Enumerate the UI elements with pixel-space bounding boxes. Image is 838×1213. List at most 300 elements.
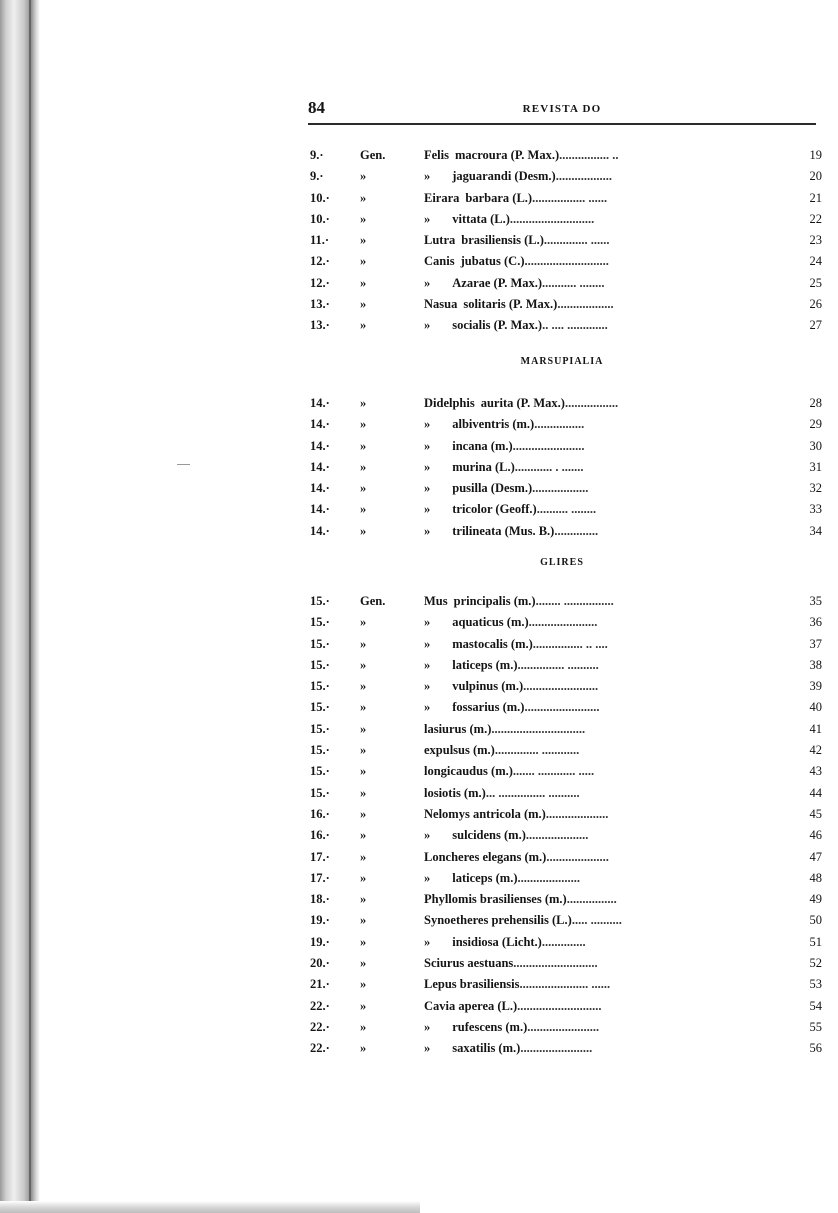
entry-number: 31 — [809, 459, 822, 474]
genus-marker: » — [360, 870, 367, 885]
list-row — [310, 889, 822, 910]
list-row — [310, 230, 822, 251]
species-epithet: trilineata (Mus. B.) — [452, 523, 555, 538]
taxon-name — [424, 847, 609, 868]
leader-dots: ........................... — [524, 254, 609, 269]
taxon-name — [424, 393, 618, 414]
taxon-name — [424, 655, 599, 676]
taxon-part: Didelphis — [424, 396, 475, 410]
entry-index: 15.· — [310, 636, 330, 651]
list-row — [310, 393, 822, 414]
genus-marker: Gen. — [360, 148, 386, 162]
genus-marker: » — [360, 913, 367, 928]
entry-index: 14.· — [310, 438, 330, 453]
species-epithet: incana (m.) — [452, 438, 513, 453]
entry-index: 14.· — [310, 523, 330, 538]
genus-marker: » — [360, 481, 367, 496]
list-row — [310, 1038, 822, 1059]
taxon-part: » — [424, 657, 431, 672]
taxon-part: Lepus brasiliensis — [424, 977, 520, 992]
list-row — [310, 804, 822, 825]
taxon-part: » — [424, 211, 431, 226]
section-title-marsupialia: MARSUPIALIA — [520, 356, 604, 367]
taxon-name — [424, 804, 608, 825]
leader-dots: ................ .. .... — [532, 636, 608, 651]
entry-index: 15.· — [310, 785, 330, 800]
entry-number: 49 — [809, 892, 822, 907]
leader-dots: ........ ................ — [535, 594, 614, 608]
entry-number: 23 — [809, 233, 822, 248]
list-row — [310, 414, 822, 435]
entry-index: 13.· — [310, 318, 330, 333]
taxon-part: » — [424, 934, 431, 949]
genus-marker: » — [360, 502, 367, 517]
taxon-name — [424, 230, 610, 251]
entry-number: 42 — [809, 743, 822, 758]
list-row — [310, 655, 822, 676]
leader-dots: ........................... — [513, 956, 598, 971]
leader-dots: ................ — [566, 892, 617, 907]
genus-marker: » — [360, 998, 367, 1013]
genus-marker: » — [360, 523, 367, 538]
genus-marker: » — [360, 233, 367, 248]
species-epithet: principalis (m.) — [453, 594, 536, 608]
list-row — [310, 315, 822, 336]
leader-dots: .. .... ............. — [542, 318, 608, 333]
list-row — [310, 697, 822, 718]
species-epithet: socialis (P. Max.) — [452, 318, 543, 333]
genus-marker: » — [360, 721, 367, 736]
leader-dots: ................ .. — [559, 148, 619, 162]
taxon-name — [424, 591, 614, 612]
entry-number: 27 — [809, 318, 822, 333]
entry-index: 22.· — [310, 1041, 330, 1056]
taxon-name — [424, 436, 585, 457]
taxon-name — [424, 932, 586, 953]
section-title-glires: GLIRES — [540, 557, 584, 568]
taxon-name — [424, 761, 594, 782]
entry-index: 15.· — [310, 743, 330, 758]
taxon-name — [424, 697, 599, 718]
list-row — [310, 953, 822, 974]
leader-dots: ...................... ...... — [519, 977, 611, 992]
list-row — [310, 825, 822, 846]
entry-index: 16.· — [310, 828, 330, 843]
list-row — [310, 294, 822, 315]
page-header — [308, 98, 816, 118]
genus-marker: » — [360, 956, 367, 971]
entry-number: 20 — [809, 169, 822, 184]
gutter-line — [29, 0, 31, 1213]
taxon-name — [424, 273, 605, 294]
species-list-glires — [310, 591, 822, 1060]
species-epithet: jubatus (C.) — [460, 254, 525, 269]
entry-index: 21.· — [310, 977, 330, 992]
leader-dots: ....................... — [512, 438, 585, 453]
leader-dots: ...................... — [528, 615, 598, 630]
header-rule — [308, 123, 816, 125]
entry-index: 14.· — [310, 481, 330, 496]
species-epithet: murina (L.) — [452, 459, 515, 474]
entry-number: 55 — [809, 1019, 822, 1034]
leader-dots: ............... .......... — [517, 657, 599, 672]
genus-marker: » — [360, 1041, 367, 1056]
taxon-part: » — [424, 828, 431, 843]
entry-number: 52 — [809, 956, 822, 971]
entry-index: 15.· — [310, 721, 330, 736]
genus-marker: » — [360, 615, 367, 630]
taxon-part: » — [424, 481, 431, 496]
taxon-part: losiotis (m.) — [424, 785, 486, 800]
species-epithet: barbara (L.) — [465, 190, 533, 205]
leader-dots: .................. — [555, 169, 612, 184]
species-epithet: Azarae (P. Max.) — [452, 275, 543, 290]
species-epithet: fossarius (m.) — [452, 700, 525, 715]
entry-number: 36 — [809, 615, 822, 630]
species-epithet: aurita (P. Max.) — [480, 396, 565, 410]
entry-number: 22 — [809, 211, 822, 226]
list-row — [310, 521, 822, 542]
entry-index: 15.· — [310, 700, 330, 715]
list-row — [310, 740, 822, 761]
taxon-part: Synoetheres prehensilis (L.) — [424, 913, 572, 928]
genus-marker: » — [360, 275, 367, 290]
genus-marker: » — [360, 636, 367, 651]
species-epithet: albiventris (m.) — [452, 417, 535, 432]
taxon-part: Lutra — [424, 233, 456, 248]
leader-dots: .......... ........ — [536, 502, 597, 517]
taxon-part: » — [424, 459, 431, 474]
entry-number: 32 — [809, 481, 822, 496]
entry-number: 48 — [809, 870, 822, 885]
species-epithet: mastocalis (m.) — [452, 636, 533, 651]
genus-marker: » — [360, 806, 367, 821]
genus-marker: » — [360, 977, 367, 992]
stray-mark — [177, 464, 190, 465]
entry-index: 9.· — [310, 148, 324, 162]
taxon-name — [424, 825, 588, 846]
entry-index: 15.· — [310, 764, 330, 779]
list-row — [310, 436, 822, 457]
genus-marker: » — [360, 785, 367, 800]
taxon-part: » — [424, 417, 431, 432]
taxon-part: Felis — [424, 148, 449, 162]
taxon-part: » — [424, 1019, 431, 1034]
list-row — [310, 719, 822, 740]
taxon-part: Nasua — [424, 297, 458, 312]
entry-index: 12.· — [310, 275, 330, 290]
taxon-part: » — [424, 523, 431, 538]
genus-marker: » — [360, 297, 367, 312]
list-row — [310, 145, 822, 166]
genus-marker: » — [360, 190, 367, 205]
taxon-part: » — [424, 169, 431, 184]
taxon-part: Cavia aperea (L.) — [424, 998, 518, 1013]
genus-marker: » — [360, 849, 367, 864]
genus-marker: » — [360, 318, 367, 333]
entry-number: 26 — [809, 297, 822, 312]
list-row — [310, 634, 822, 655]
taxon-name — [424, 676, 598, 697]
taxon-name — [424, 953, 598, 974]
taxon-part: longicaudus (m.) — [424, 764, 513, 779]
entry-index: 15.· — [310, 657, 330, 672]
taxon-name — [424, 457, 584, 478]
taxon-name — [424, 315, 608, 336]
leader-dots: .................. — [557, 297, 614, 312]
taxon-part: expulsus (m.) — [424, 743, 495, 758]
leader-dots: ........................ — [524, 700, 600, 715]
list-row — [310, 847, 822, 868]
running-title: REVISTA DO — [522, 103, 602, 115]
leader-dots: .............. — [541, 934, 586, 949]
taxon-part: » — [424, 438, 431, 453]
leader-dots: .............. — [554, 523, 599, 538]
taxon-name — [424, 478, 588, 499]
page-bottom-edge — [0, 1201, 420, 1213]
taxon-part: » — [424, 502, 431, 517]
genus-marker: » — [360, 211, 367, 226]
taxon-name — [424, 521, 598, 542]
species-epithet: sulcidens (m.) — [452, 828, 526, 843]
list-row — [310, 910, 822, 931]
entry-number: 40 — [809, 700, 822, 715]
taxon-part: » — [424, 615, 431, 630]
entry-index: 13.· — [310, 297, 330, 312]
genus-marker: » — [360, 459, 367, 474]
genus-marker: » — [360, 679, 367, 694]
entry-index: 10.· — [310, 190, 330, 205]
genus-marker: » — [360, 396, 367, 410]
entry-index: 22.· — [310, 998, 330, 1013]
leader-dots: .............. ............ — [494, 743, 580, 758]
list-row — [310, 188, 822, 209]
leader-dots: .................... — [517, 870, 581, 885]
genus-marker: » — [360, 657, 367, 672]
taxon-part: » — [424, 275, 431, 290]
taxon-name — [424, 974, 610, 995]
entry-index: 15.· — [310, 594, 330, 608]
taxon-name — [424, 414, 584, 435]
leader-dots: ................ — [534, 417, 585, 432]
entry-index: 11.· — [310, 233, 330, 248]
leader-dots: ....................... — [527, 1019, 600, 1034]
species-epithet: jaguarandi (Desm.) — [452, 169, 556, 184]
species-epithet: tricolor (Geoff.) — [452, 502, 537, 517]
entry-number: 39 — [809, 679, 822, 694]
list-row — [310, 932, 822, 953]
genus-marker: » — [360, 934, 367, 949]
list-row — [310, 996, 822, 1017]
list-row — [310, 612, 822, 633]
list-row — [310, 166, 822, 187]
list-row — [310, 273, 822, 294]
taxon-part: » — [424, 636, 431, 651]
entry-number: 34 — [809, 523, 822, 538]
taxon-part: Eirara — [424, 190, 460, 205]
taxon-part: » — [424, 318, 431, 333]
entry-number: 28 — [809, 396, 822, 410]
entry-number: 33 — [809, 502, 822, 517]
leader-dots: ................. — [564, 396, 619, 410]
taxon-name — [424, 166, 612, 187]
species-epithet: vulpinus (m.) — [452, 679, 524, 694]
leader-dots: ............ . ....... — [514, 459, 584, 474]
entry-number: 41 — [809, 721, 822, 736]
taxon-name — [424, 910, 622, 931]
genus-marker: » — [360, 743, 367, 758]
species-epithet: brasiliensis (L.) — [461, 233, 544, 248]
leader-dots: .................... — [525, 828, 589, 843]
entry-number: 38 — [809, 657, 822, 672]
entry-index: 14.· — [310, 396, 330, 410]
taxon-name — [424, 634, 608, 655]
genus-marker: » — [360, 254, 367, 269]
entry-number: 30 — [809, 438, 822, 453]
leader-dots: ... ............... .......... — [485, 785, 580, 800]
leader-dots: .............................. — [491, 721, 586, 736]
leader-dots: ........... ........ — [542, 275, 605, 290]
taxon-name — [424, 783, 580, 804]
leader-dots: ....................... — [520, 1041, 593, 1056]
entry-number: 29 — [809, 417, 822, 432]
list-row — [310, 209, 822, 230]
taxon-part: » — [424, 1041, 431, 1056]
leader-dots: ........................ — [523, 679, 599, 694]
taxon-part: Sciurus aestuans — [424, 956, 514, 971]
genus-marker: » — [360, 828, 367, 843]
entry-number: 43 — [809, 764, 822, 779]
list-row — [310, 251, 822, 272]
list-row — [310, 457, 822, 478]
genus-marker: » — [360, 169, 367, 184]
taxon-name — [424, 1017, 599, 1038]
entry-number: 47 — [809, 849, 822, 864]
entry-index: 10.· — [310, 211, 330, 226]
entry-index: 9.· — [310, 169, 324, 184]
list-row — [310, 974, 822, 995]
list-row — [310, 761, 822, 782]
leader-dots: ........................... — [517, 998, 602, 1013]
entry-index: 19.· — [310, 934, 330, 949]
taxon-name — [424, 188, 607, 209]
species-epithet: solitaris (P. Max.) — [463, 297, 558, 312]
taxon-name — [424, 499, 596, 520]
genus-marker: » — [360, 764, 367, 779]
taxon-part: Nelomys antricola (m.) — [424, 806, 546, 821]
leader-dots: .................. — [532, 481, 589, 496]
entry-number: 56 — [809, 1041, 822, 1056]
entry-index: 18.· — [310, 892, 330, 907]
entry-number: 54 — [809, 998, 822, 1013]
list-row — [310, 591, 822, 612]
entry-number: 46 — [809, 828, 822, 843]
taxon-name — [424, 251, 609, 272]
taxon-part: Mus — [424, 594, 448, 608]
entry-number: 53 — [809, 977, 822, 992]
entry-number: 35 — [809, 594, 822, 608]
genus-marker: » — [360, 892, 367, 907]
taxon-part: Phyllomis brasilienses (m.) — [424, 892, 567, 907]
genus-marker: » — [360, 417, 367, 432]
entry-index: 14.· — [310, 459, 330, 474]
species-epithet: saxatilis (m.) — [452, 1041, 521, 1056]
species-epithet: rufescens (m.) — [452, 1019, 528, 1034]
species-epithet: aquaticus (m.) — [452, 615, 529, 630]
entry-index: 17.· — [310, 870, 330, 885]
list-row — [310, 676, 822, 697]
leader-dots: ..... .......... — [571, 913, 622, 928]
genus-marker: » — [360, 1019, 367, 1034]
species-epithet: insidiosa (Licht.) — [452, 934, 542, 949]
entry-index: 20.· — [310, 956, 330, 971]
taxon-name — [424, 889, 617, 910]
taxon-part: » — [424, 870, 431, 885]
taxon-name — [424, 612, 597, 633]
entry-index: 19.· — [310, 913, 330, 928]
taxon-part: » — [424, 700, 431, 715]
species-epithet: macroura (P. Max.) — [455, 148, 560, 162]
leader-dots: ........................... — [509, 211, 595, 226]
entry-number: 25 — [809, 275, 822, 290]
taxon-part: lasiurus (m.) — [424, 721, 492, 736]
taxon-name — [424, 145, 619, 166]
species-epithet: vittata (L.) — [452, 211, 510, 226]
taxon-part: Loncheres elegans (m.) — [424, 849, 547, 864]
leader-dots: ....... ............ ..... — [512, 764, 595, 779]
list-row — [310, 783, 822, 804]
entry-index: 15.· — [310, 615, 330, 630]
entry-number: 21 — [809, 190, 822, 205]
entry-index: 14.· — [310, 417, 330, 432]
taxon-name — [424, 868, 580, 889]
list-row — [310, 868, 822, 889]
book-spine-shadow — [0, 0, 40, 1213]
genus-marker: Gen. — [360, 594, 386, 608]
entry-number: 19 — [809, 148, 822, 162]
leader-dots: .................... — [545, 806, 609, 821]
species-list-carnivora — [310, 145, 822, 337]
entry-index: 15.· — [310, 679, 330, 694]
entry-index: 14.· — [310, 502, 330, 517]
entry-number: 24 — [809, 254, 822, 269]
list-row — [310, 478, 822, 499]
taxon-part: Canis — [424, 254, 455, 269]
entry-number: 51 — [809, 934, 822, 949]
species-epithet: pusilla (Desm.) — [452, 481, 533, 496]
taxon-name — [424, 719, 585, 740]
entry-number: 45 — [809, 806, 822, 821]
taxon-part: » — [424, 679, 431, 694]
list-row — [310, 499, 822, 520]
species-epithet: laticeps (m.) — [452, 657, 518, 672]
entry-index: 12.· — [310, 254, 330, 269]
taxon-name — [424, 1038, 592, 1059]
taxon-name — [424, 294, 614, 315]
leader-dots: .............. ...... — [543, 233, 610, 248]
taxon-name — [424, 740, 579, 761]
entry-index: 16.· — [310, 806, 330, 821]
entry-index: 22.· — [310, 1019, 330, 1034]
taxon-name — [424, 209, 594, 230]
species-epithet: laticeps (m.) — [452, 870, 518, 885]
entry-number: 44 — [809, 785, 822, 800]
entry-index: 17.· — [310, 849, 330, 864]
leader-dots: ................. ...... — [532, 190, 608, 205]
leader-dots: .................... — [546, 849, 609, 864]
page-number: 84 — [308, 98, 325, 117]
list-row — [310, 1017, 822, 1038]
